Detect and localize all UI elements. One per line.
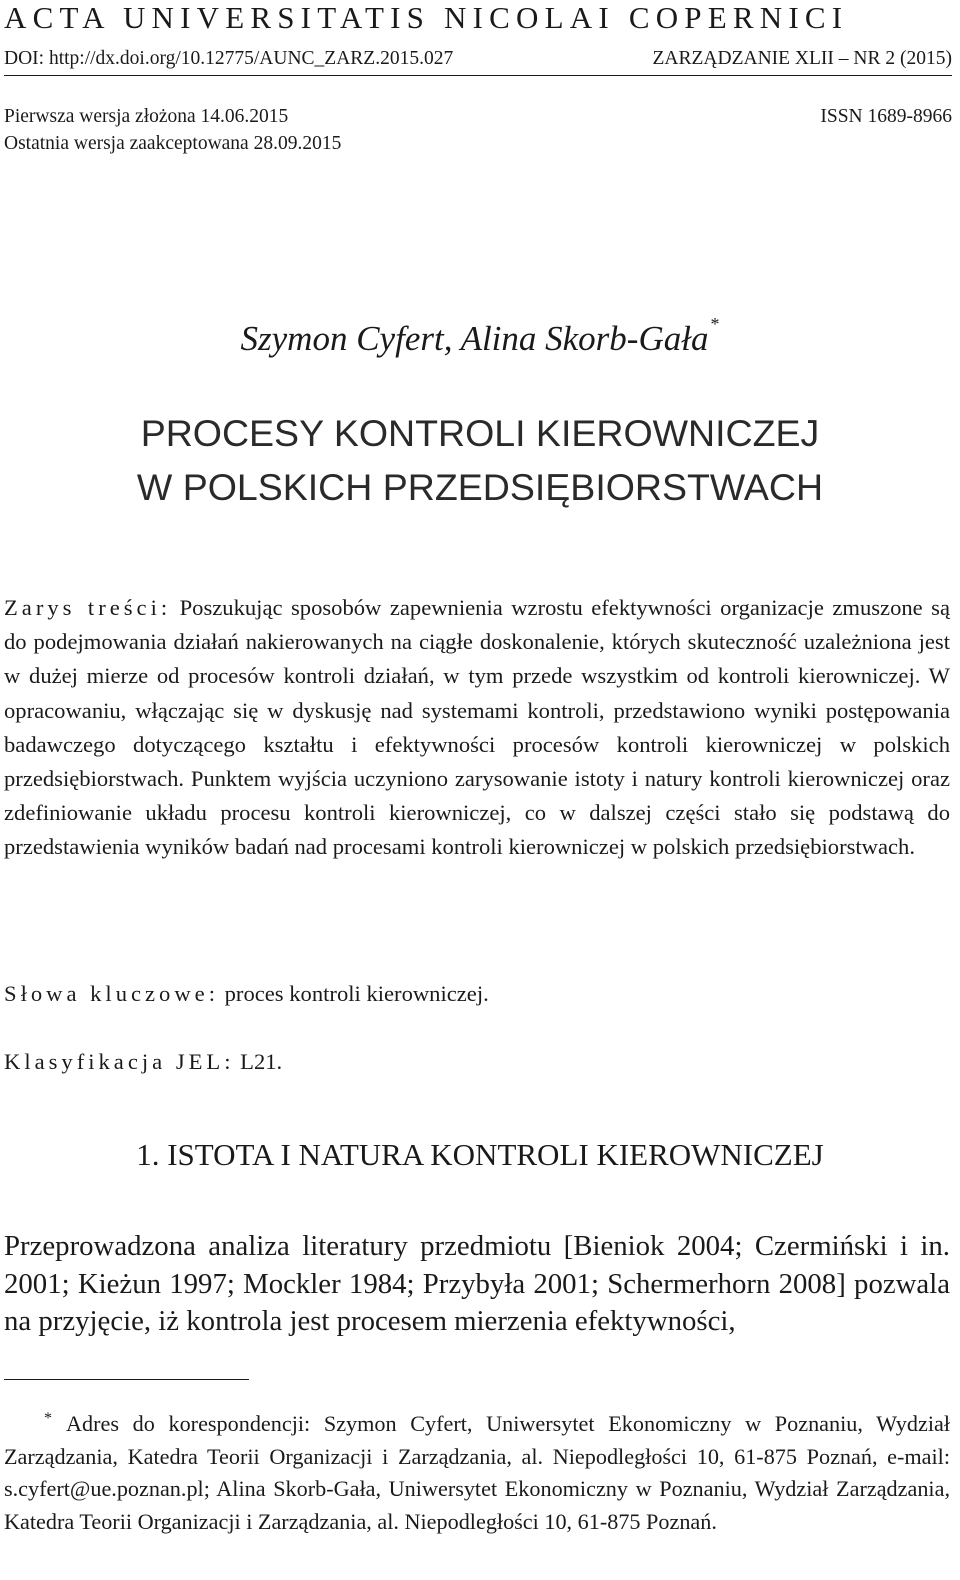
footnote-mark: * [44,1410,52,1427]
footnote-text: Adres do korespondencji: Szymon Cyfert, Uniwersytet Ekonomiczny w Poznaniu, Wydział Zarządzania, Katedra Teorii Organizacji i Zarządzania, al. Niepodległości 10, 61-875 Poznań, e-mail: s.cyfert@ue.poznan.pl; Alina Skorb-Gała, Uniwersytet Ekonomiczny w Poznaniu, Wydział Zarządzania, Katedra Teorii Organizacji i Zarządzania, al. Niepodległości 10, 61-875 Poznań. [4,1411,950,1534]
jel-label: Klasyfikacja JEL: [4,1049,235,1074]
abstract [4,591,950,865]
issn: ISSN 1689-8966 [820,106,952,127]
abstract-text: Poszukując sposobów zapewnienia wzrostu efektywności organizacje zmuszone są do podejmowania działań nakierowanych na ciągłe doskonalenie, których skuteczność uzależniona jest w dużej mierze od procesów kontroli działań, w tym przede wszystkim od kontroli kierowniczej. W opracowaniu, włączając się w dyskusję nad systemami kontroli, przedstawiono wyniki postępowania badawczego dotyczącego kształtu i efektywności procesów kontroli kierowniczej w polskich przedsiębiorstwach. Punktem wyjścia uczyniono zarysowanie istoty i natury kontroli kierowniczej oraz zdefiniowanie układu procesu kontroli kierowniczej, co w dalszej części stało się podstawą do przedstawienia wyników badań nad procesami kontroli kierowniczej w polskich przedsiębiorstwach. [4,595,950,860]
title-line-1: PROCESY KONTROLI KIEROWNICZEJ [140,412,820,454]
footnote-rule [4,1379,249,1380]
journal-title: ACTA UNIVERSITATIS NICOLAI COPERNICI [4,0,849,35]
author-footnote-mark[interactable]: * [710,314,720,334]
header-rule [4,75,952,76]
jel-classification [4,1045,282,1079]
doi-link[interactable]: DOI: http://dx.doi.org/10.12775/AUNC_ZARZ.2015.027 [4,48,454,69]
title-line-2: W POLSKICH PRZEDSIĘBIORSTWACH [136,466,824,508]
footnote [4,1403,950,1538]
authors-text: Szymon Cyfert, Alina Skorb-Gała [240,319,709,358]
article-title [0,406,960,514]
submitted-date: Pierwsza wersja złożona 14.06.2015 [4,106,289,127]
keywords-text: proces kontroli kierowniczej. [218,981,489,1006]
keywords [4,977,489,1011]
section-body: Przeprowadzona analiza literatury przedmiotu [Bieniok 2004; Czermiński i in. 2001; Kieżun 1997; Mockler 1984; Przybyła 2001; Schermerhorn 2008] pozwala na przyjęcie, iż kontrola jest procesem mierzenia efektywności, [4,1230,950,1337]
jel-text: L21. [234,1049,283,1074]
article-authors [0,300,960,363]
section-heading: 1. ISTOTA I NATURA KONTROLI KIEROWNICZEJ [136,1137,824,1172]
abstract-label: Zarys treści: [4,595,172,620]
keywords-label: Słowa kluczowe: [4,981,219,1006]
issue-info: ZARZĄDZANIE XLII – NR 2 (2015) [652,48,952,69]
accepted-date: Ostatnia wersja zaakceptowana 28.09.2015 [4,133,342,154]
